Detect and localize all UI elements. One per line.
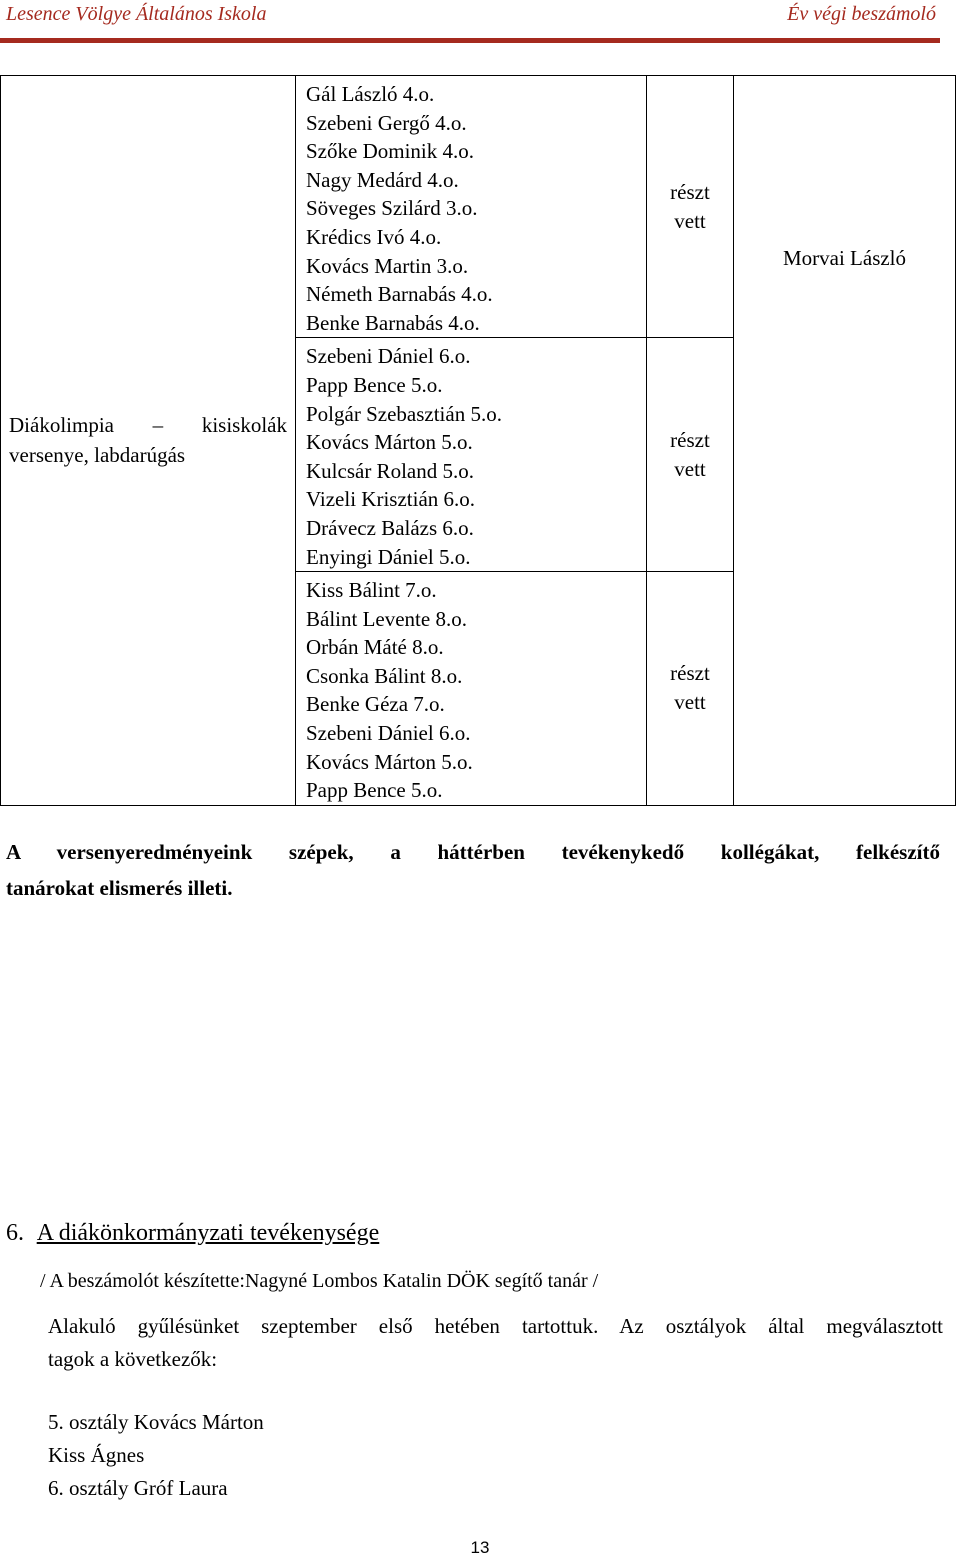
- participant-name: Söveges Szilárd 3.o.: [306, 196, 478, 221]
- result-line-2: vett: [674, 208, 706, 233]
- section-paragraph: [48, 1310, 943, 1376]
- member-list: [48, 1406, 264, 1505]
- participant-name: Szebeni Dániel 6.o.: [306, 721, 471, 746]
- teacher-cell: [734, 76, 956, 806]
- participant-name: Szebeni Dániel 6.o.: [306, 344, 471, 369]
- participant-name: Nagy Medárd 4.o.: [306, 167, 459, 192]
- result-cell-group-2: [647, 338, 734, 572]
- section-subtitle: / A beszámolót készítette:Nagyné Lombos Katalin DÖK segítő tanár /: [40, 1270, 599, 1292]
- participant-name: Csonka Bálint 8.o.: [306, 663, 463, 688]
- participant-name: Benke Géza 7.o.: [306, 692, 445, 717]
- school-name: Lesence Völgye Általános Iskola: [6, 3, 267, 25]
- participant-name: Orbán Máté 8.o.: [306, 635, 444, 660]
- result-line-2: vett: [674, 690, 706, 715]
- participant-name: Benke Barnabás 4.o.: [306, 310, 480, 335]
- header-rule: [0, 38, 940, 43]
- result-line-1: részt: [670, 427, 710, 452]
- list-item: 6. osztály Gróf Laura: [48, 1476, 228, 1500]
- participant-name: Enyingi Dániel 5.o.: [306, 544, 471, 569]
- results-summary: [6, 834, 940, 906]
- names-cell-group-2: [296, 338, 647, 572]
- participant-name: Kiss Bálint 7.o.: [306, 578, 437, 603]
- section-heading: [6, 1220, 379, 1247]
- participant-name: Kovács Márton 5.o.: [306, 749, 473, 774]
- summary-line-2: tanárokat elismerés illeti.: [6, 876, 233, 900]
- list-item: Kiss Ágnes: [48, 1443, 145, 1467]
- result-cell-group-1: [647, 76, 734, 338]
- participant-name: Kulcsár Roland 5.o.: [306, 458, 474, 483]
- event-line-1: Diákolimpia – kisiskolák: [9, 413, 287, 438]
- participant-name: Kovács Martin 3.o.: [306, 253, 469, 278]
- report-title: Év végi beszámoló: [787, 3, 936, 25]
- teacher-name: Morvai László: [782, 246, 907, 270]
- participant-name: Drávecz Balázs 6.o.: [306, 515, 474, 540]
- participant-name: Bálint Levente 8.o.: [306, 606, 467, 631]
- participant-name: Papp Bence 5.o.: [306, 372, 443, 397]
- participant-name: Kovács Márton 5.o.: [306, 430, 473, 455]
- participant-name: Gál László 4.o.: [306, 82, 435, 106]
- page-number: 13: [470, 1538, 490, 1557]
- list-item: 5. osztály Kovács Márton: [48, 1410, 264, 1434]
- participant-name: Vizeli Krisztián 6.o.: [306, 487, 476, 512]
- participant-name: Szőke Dominik 4.o.: [306, 139, 474, 164]
- result-line-1: részt: [670, 661, 710, 686]
- paragraph-line-2: tagok a következők:: [48, 1347, 218, 1371]
- participant-name: Szebeni Gergő 4.o.: [306, 110, 467, 135]
- section-title: A diákönkormányzati tevékenysége: [36, 1220, 380, 1246]
- results-table: [0, 75, 956, 806]
- result-line-2: vett: [674, 456, 706, 481]
- result-cell-group-3: [647, 572, 734, 806]
- participant-name: Polgár Szebasztián 5.o.: [306, 401, 502, 426]
- table-row: [1, 76, 956, 338]
- names-cell-group-3: [296, 572, 647, 806]
- page-header: [0, 0, 960, 44]
- names-cell-group-1: [296, 76, 647, 338]
- paragraph-line-1: Alakuló gyűlésünket szeptember első hetében tartottuk. Az osztályok által megválasztott: [48, 1314, 943, 1338]
- participant-name: Papp Bence 5.o.: [306, 778, 443, 803]
- summary-line-1: A versenyeredményeink szépek, a háttérben tevékenykedő kollégákat, felkészítő: [6, 840, 940, 864]
- participant-name: Németh Barnabás 4.o.: [306, 282, 493, 307]
- event-line-2: versenye, labdarúgás: [9, 443, 186, 468]
- participant-name: Krédics Ivó 4.o.: [306, 224, 442, 249]
- result-line-1: részt: [670, 179, 710, 204]
- event-cell: [1, 76, 296, 806]
- section-number: 6.: [6, 1220, 24, 1246]
